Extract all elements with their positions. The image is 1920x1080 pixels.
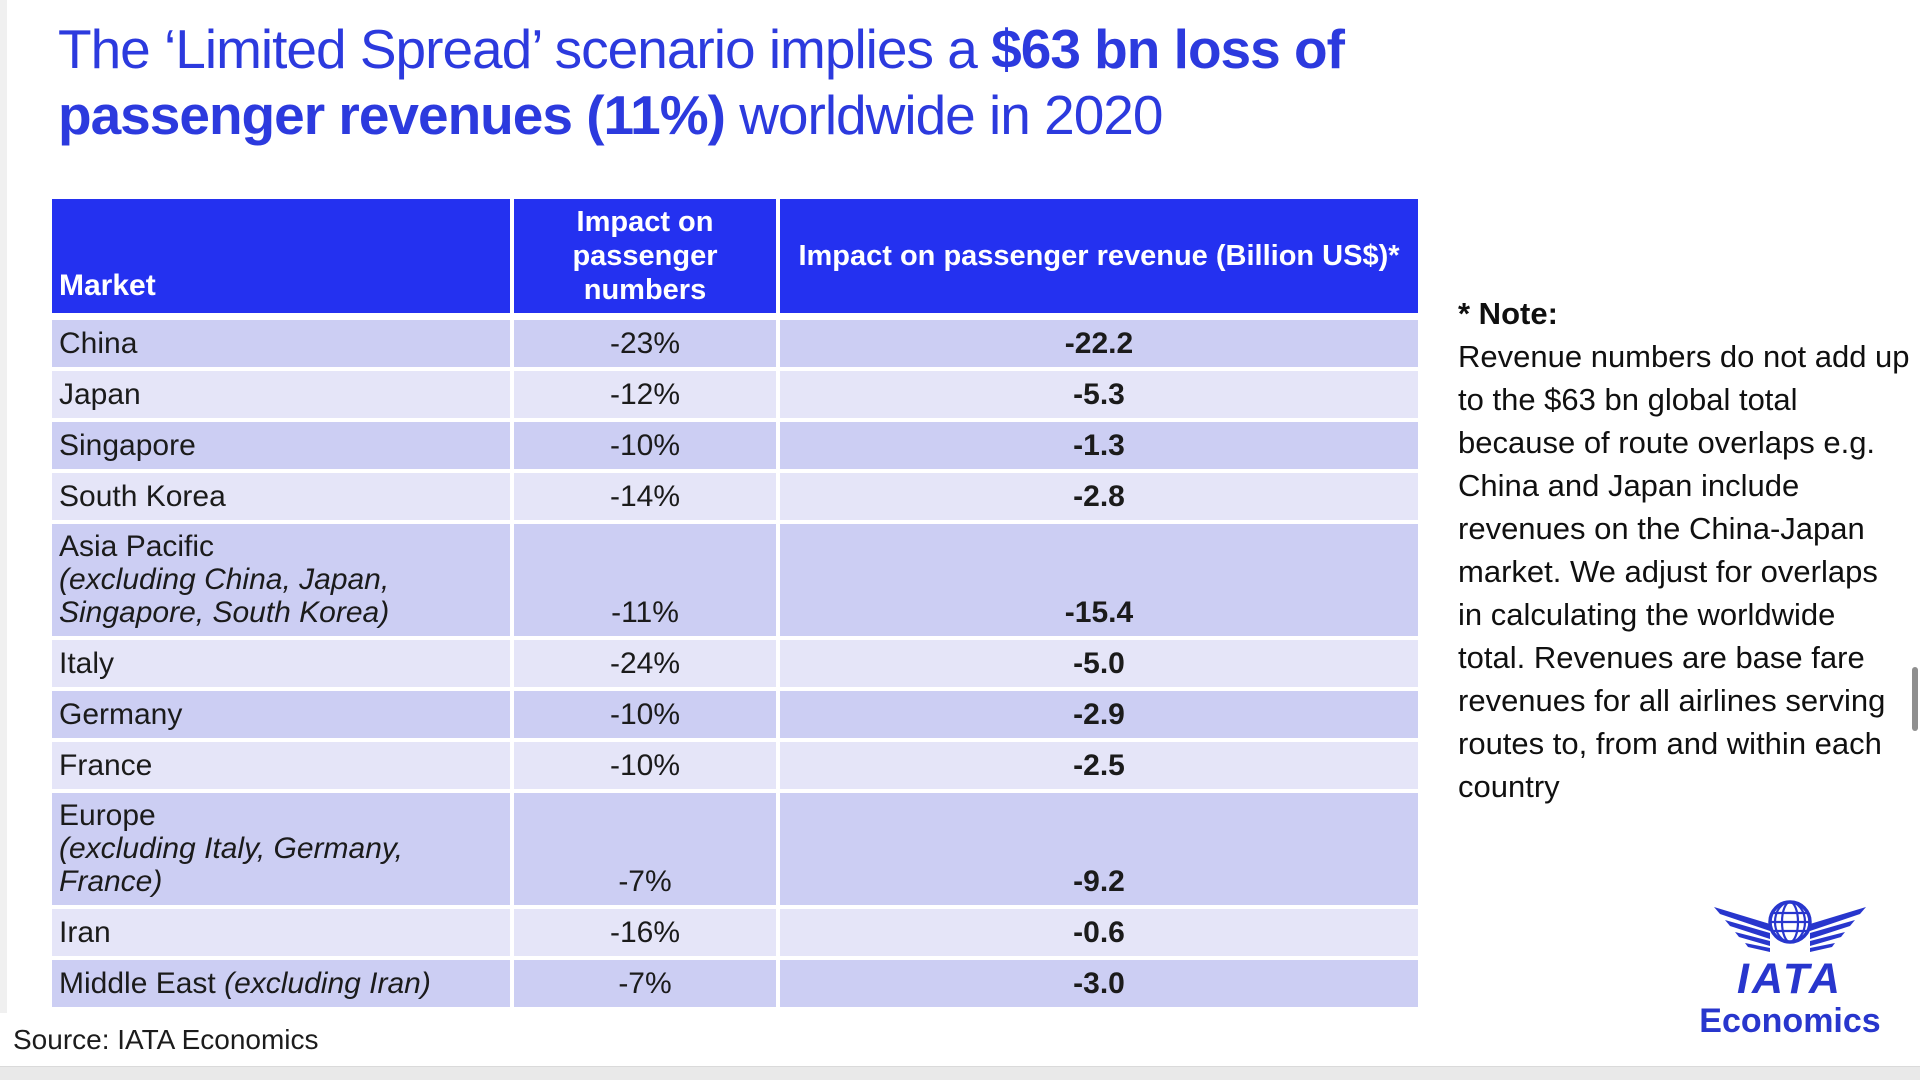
passenger-impact-cell: -16% [514,909,780,960]
market-cell [52,742,514,793]
iata-wings-globe-icon [1710,898,1870,960]
title-text-normal-2: worldwide in 2020 [724,84,1163,146]
column-header-passenger-numbers: Impact on passenger numbers [514,199,780,320]
table-row [52,640,1418,691]
footnote [1458,292,1910,808]
iata-logo-text: IATA [1737,955,1843,1003]
passenger-impact-cell: -10% [514,691,780,742]
market-name: South Korea [59,480,226,513]
market-cell [52,640,514,691]
impact-table [52,199,1418,1011]
window-left-edge [0,0,7,1013]
footnote-heading: * Note: [1458,296,1558,331]
market-name: Middle East [59,967,216,1000]
market-qualifier: (excluding Iran) [215,967,431,1000]
passenger-impact-cell: -7% [514,960,780,1011]
market-cell [52,422,514,473]
market-cell [52,320,514,371]
market-name: Europe [59,799,156,832]
market-name: Iran [59,916,111,949]
revenue-impact-cell: -2.9 [780,691,1418,742]
column-header-passenger-revenue: Impact on passenger revenue (Billion US$)* [780,199,1418,320]
revenue-impact-cell: -15.4 [780,524,1418,640]
market-cell [52,524,514,640]
passenger-impact-cell: -10% [514,422,780,473]
bottom-scrollbar-track [0,1066,1920,1080]
market-cell [52,691,514,742]
passenger-impact-cell: -11% [514,524,780,640]
revenue-impact-cell: -3.0 [780,960,1418,1011]
passenger-impact-cell: -24% [514,640,780,691]
title-bold-line1: $63 bn loss of [991,18,1344,80]
market-qualifier: (excluding Italy, Germany, France) [59,832,404,898]
column-header-market: Market [52,199,514,320]
revenue-impact-cell: -5.3 [780,371,1418,422]
revenue-impact-cell: -22.2 [780,320,1418,371]
revenue-impact-cell: -1.3 [780,422,1418,473]
market-qualifier: (excluding China, Japan, Singapore, South Korea) [59,563,390,629]
market-cell [52,960,514,1011]
revenue-impact-cell: -0.6 [780,909,1418,960]
passenger-impact-cell: -23% [514,320,780,371]
source-caption: Source: IATA Economics [13,1024,319,1055]
market-name: France [59,749,153,782]
market-name: Asia Pacific [59,530,215,563]
passenger-impact-cell: -7% [514,793,780,909]
table-row [52,473,1418,524]
table-header-row [52,199,1418,320]
market-name: Japan [59,378,141,411]
table-body [52,320,1418,1011]
revenue-impact-cell: -2.8 [780,473,1418,524]
market-name: Germany [59,698,183,731]
table-row [52,422,1418,473]
revenue-impact-cell: -9.2 [780,793,1418,909]
market-cell [52,909,514,960]
table-row [52,909,1418,960]
table-row [52,793,1418,909]
revenue-impact-cell: -2.5 [780,742,1418,793]
table-row [52,320,1418,371]
passenger-impact-cell: -14% [514,473,780,524]
market-name: Singapore [59,429,196,462]
iata-economics-label: Economics [1699,1002,1881,1040]
market-name: Italy [59,647,115,680]
table-row [52,742,1418,793]
footnote-body: Revenue numbers do not add up to the $63 bn global total because of route overlaps e.g. China and Japan include revenues on the China-Japan market. We adjust for overlaps in calculating the worldwide total. Revenues are base fare revenues for all airlines serving routes to, from and within each country [1458,339,1910,804]
title-bold-line2: passenger revenues (11%) [58,84,725,146]
market-cell [52,371,514,422]
iata-logo [1698,898,1882,1040]
table-row [52,691,1418,742]
vertical-scrollbar-thumb[interactable] [1912,667,1918,731]
passenger-impact-cell: -12% [514,371,780,422]
table-row [52,371,1418,422]
market-cell [52,473,514,524]
title-text-normal: The ‘Limited Spread’ scenario implies a [58,18,992,80]
revenue-impact-cell: -5.0 [780,640,1418,691]
slide-title [58,16,1568,148]
market-cell [52,793,514,909]
table-header [52,199,1418,320]
table-row [52,960,1418,1011]
market-name: China [59,327,138,360]
passenger-impact-cell: -10% [514,742,780,793]
table-row [52,524,1418,640]
